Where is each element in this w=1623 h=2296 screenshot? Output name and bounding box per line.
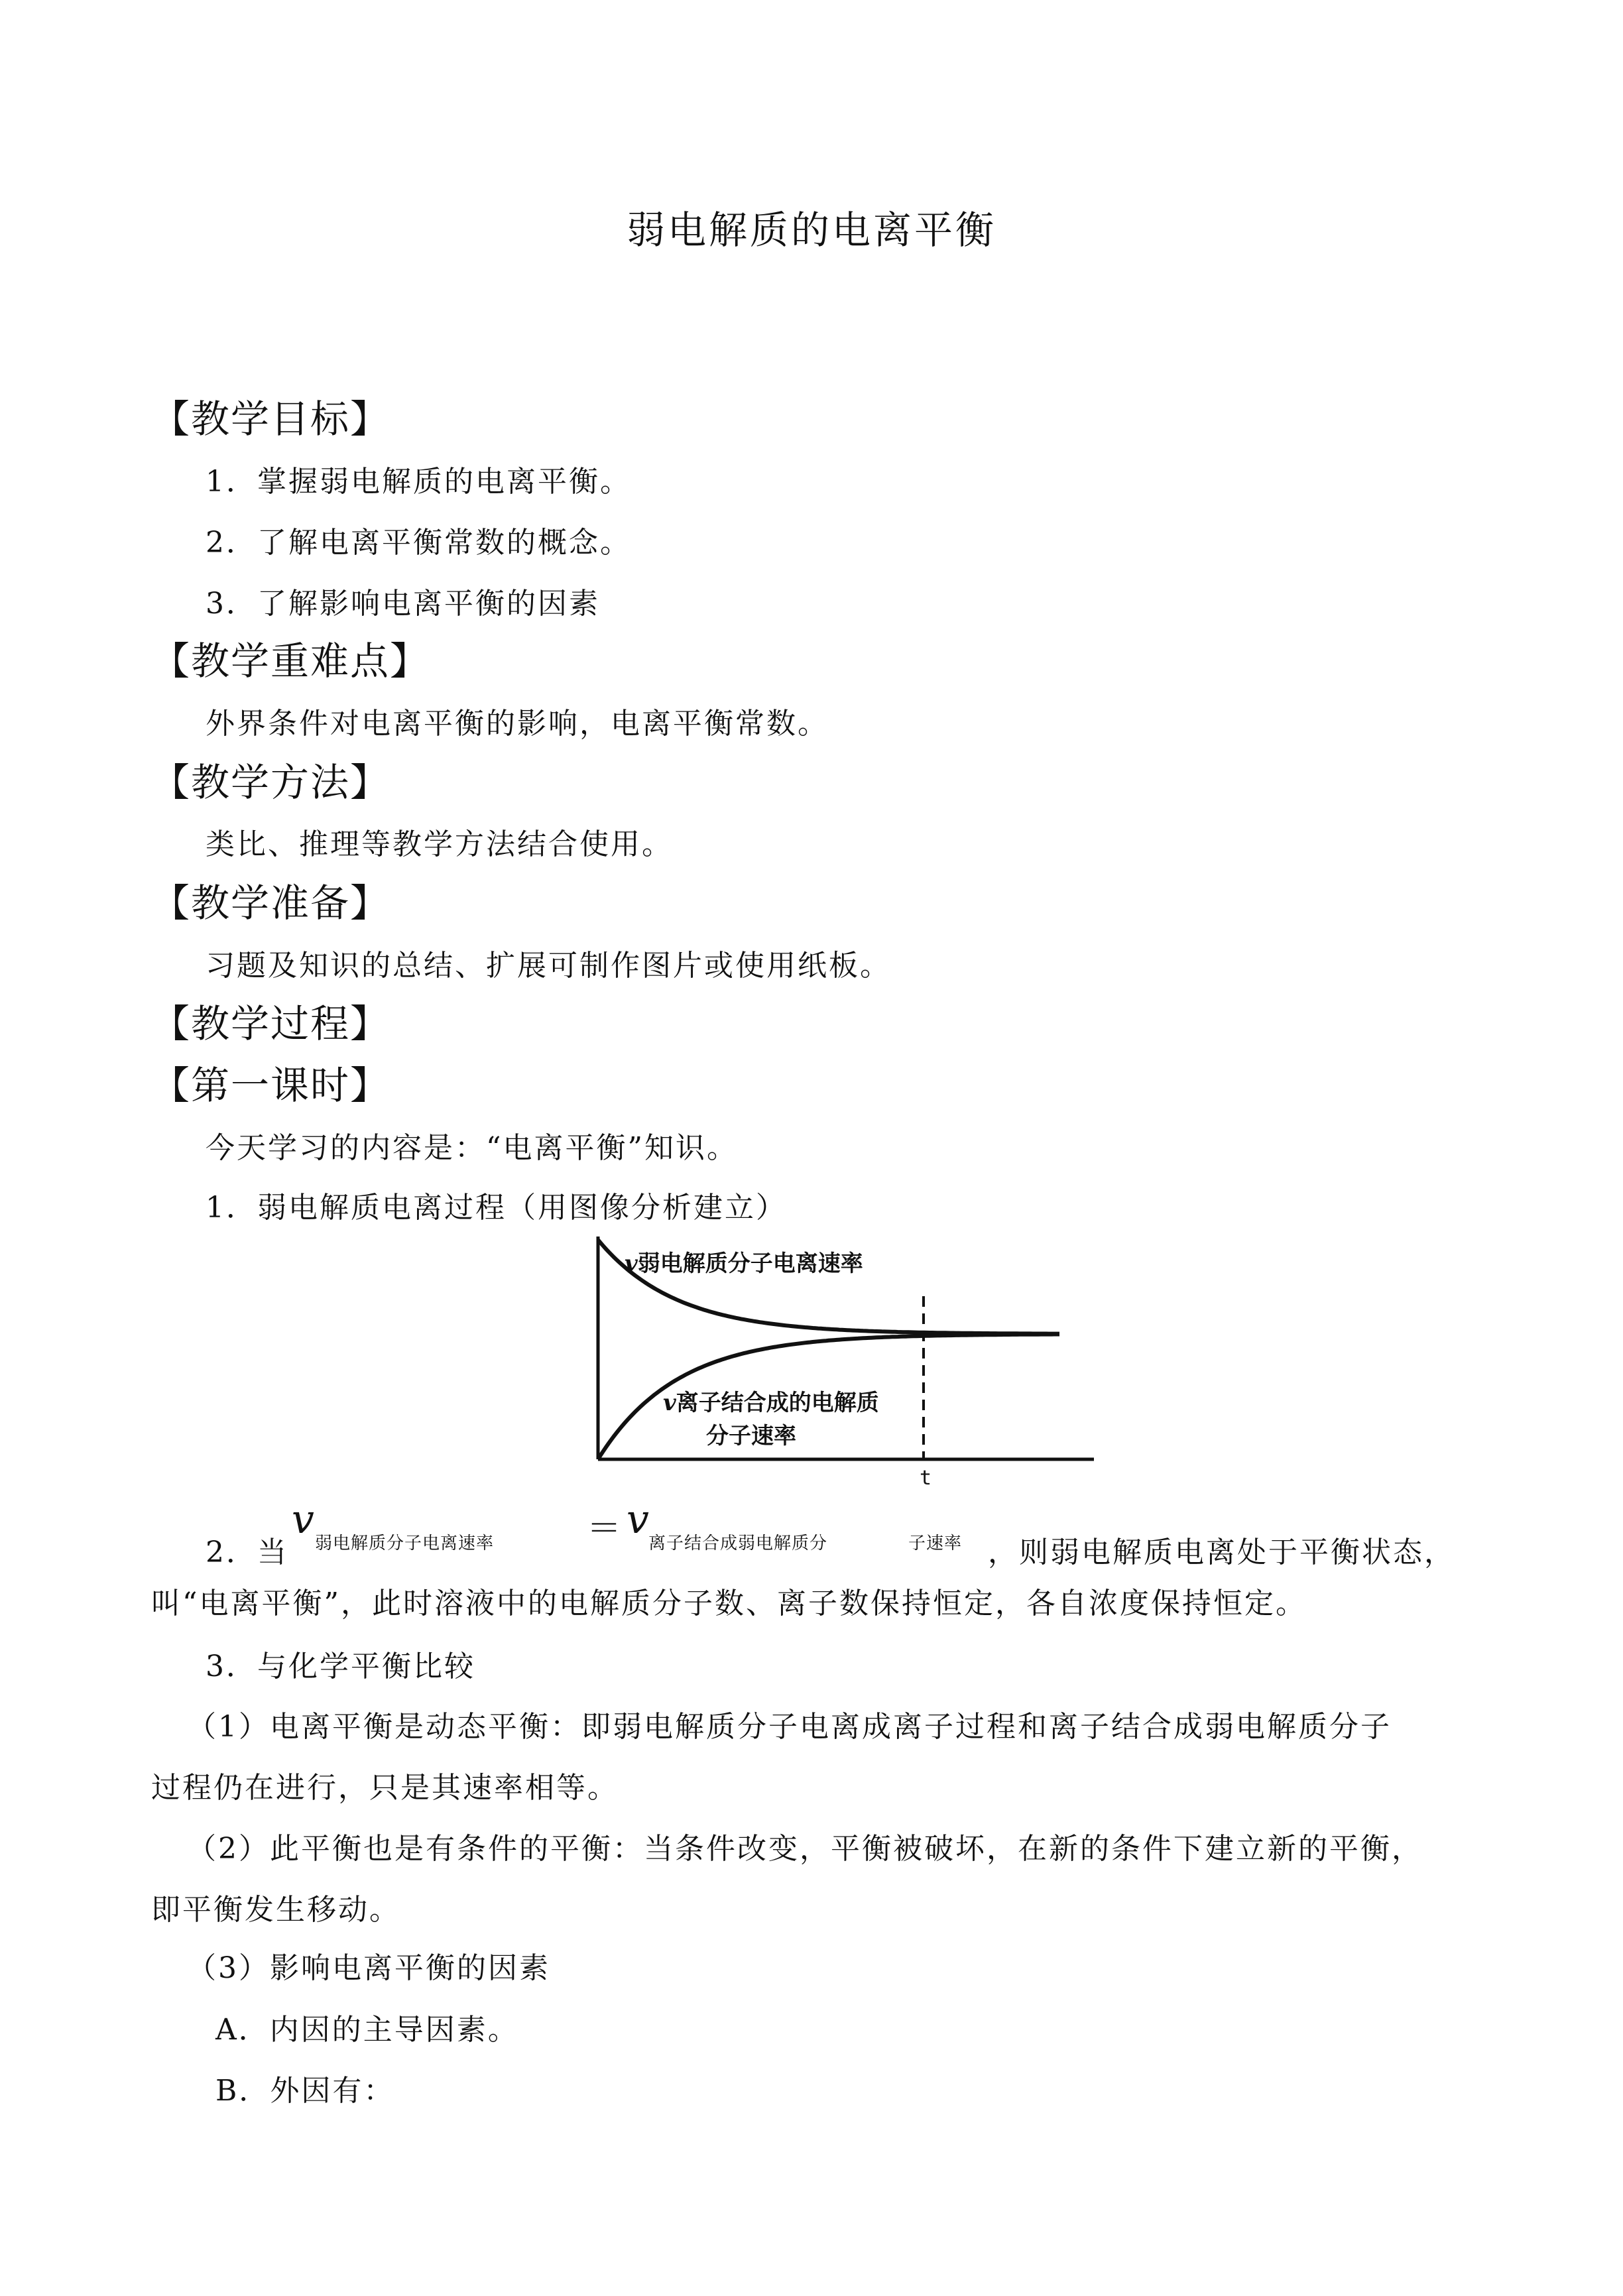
rate-time-chart-svg — [557, 1230, 1107, 1502]
formula-sub1: 弱电解质分子电离速率 — [315, 1534, 495, 1553]
point1-text: 1．弱电解质电离过程（用图像分析建立） — [206, 1191, 787, 1225]
lesson1-heading: 【第一课时】 — [151, 1063, 391, 1108]
rate-time-chart — [557, 1230, 1107, 1502]
sub1-line2: 过程仍在进行，只是其速率相等。 — [151, 1771, 619, 1805]
methods-text: 类比、推理等教学方法结合使用。 — [206, 827, 673, 861]
x-marker-label: t — [920, 1467, 932, 1490]
sub3-text: （3）影响电离平衡的因素 — [187, 1951, 550, 1985]
formula-sub2b: 子速率 — [908, 1534, 963, 1553]
process-heading: 【教学过程】 — [151, 1001, 391, 1046]
series-recombination-rate-label-line2: 分子速率 — [706, 1423, 796, 1449]
document-title: 弱电解质的电离平衡 — [626, 208, 996, 253]
objective-item: 3．了解影响电离平衡的因素 — [206, 587, 600, 621]
key-points-heading: 【教学重难点】 — [151, 638, 430, 684]
objective-item: 1．掌握弱电解质的电离平衡。 — [206, 465, 631, 499]
key-points-text: 外界条件对电离平衡的影响，电离平衡常数。 — [206, 707, 829, 741]
point2-prefix: 2．当 — [206, 1536, 288, 1569]
sub1-line1: （1）电离平衡是动态平衡：即弱电解质分子电离成离子过程和离子结合成弱电解质分子 — [187, 1710, 1392, 1744]
point2-line2: 叫“电离平衡”，此时溶液中的电解质分子数、离子数保持恒定，各自浓度保持恒定。 — [151, 1587, 1307, 1620]
intro-text: 今天学习的内容是：“电离平衡”知识。 — [206, 1131, 738, 1165]
sub2-line1: （2）此平衡也是有条件的平衡：当条件改变，平衡被破坏，在新的条件下建立新的平衡， — [187, 1832, 1423, 1866]
series-ionization-rate-label: v弱电解质分子电离速率 — [625, 1250, 863, 1277]
point3-text: 3．与化学平衡比较 — [206, 1650, 475, 1683]
objective-item: 2．了解电离平衡常数的概念。 — [206, 526, 631, 560]
formula-sub2a: 离子结合成弱电解质分 — [648, 1534, 828, 1553]
preparation-text: 习题及知识的总结、扩展可制作图片或使用纸板。 — [206, 949, 891, 983]
item-b-text: B．外因有： — [215, 2074, 395, 2108]
point2-suffix: ，则弱电解质电离处于平衡状态， — [988, 1536, 1455, 1569]
objectives-heading: 【教学目标】 — [151, 396, 391, 442]
preparation-heading: 【教学准备】 — [151, 880, 391, 926]
series-recombination-rate-label: v离子结合成的电解质 — [663, 1390, 879, 1416]
formula-v2: v — [627, 1496, 651, 1543]
methods-heading: 【教学方法】 — [151, 760, 391, 805]
item-a-text: A．内因的主导因素。 — [215, 2013, 519, 2047]
sub2-line2: 即平衡发生移动。 — [151, 1893, 400, 1927]
formula-v1: v — [292, 1496, 316, 1543]
formula-equals: ＝ — [587, 1509, 624, 1549]
